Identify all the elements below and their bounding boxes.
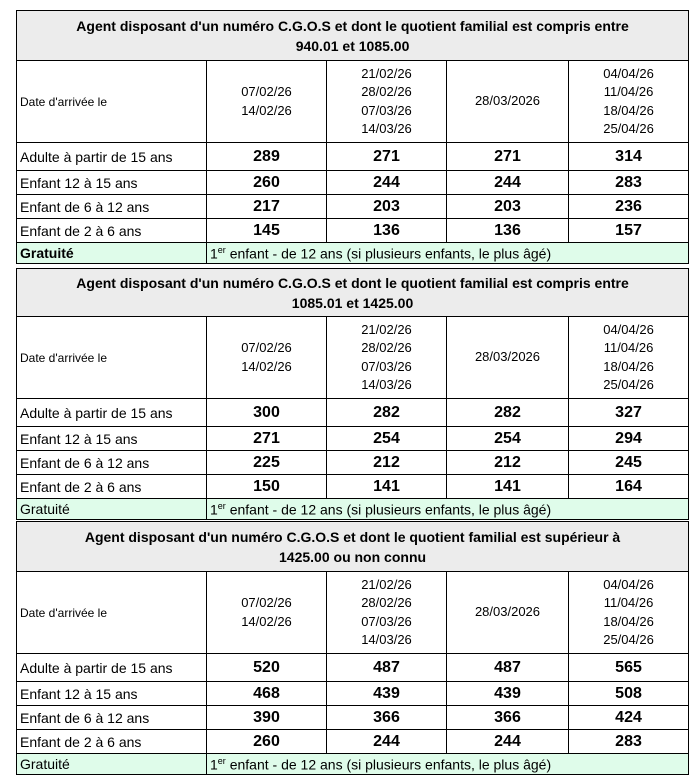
row-label: Enfant de 2 à 6 ans — [17, 475, 207, 499]
price-cell: 212 — [447, 451, 569, 475]
price-cell: 203 — [327, 195, 447, 219]
price-cell: 136 — [447, 219, 569, 243]
date-column-3 — [447, 572, 569, 654]
gratuite-text — [207, 499, 689, 520]
arrival-date: 28/02/26 — [361, 595, 412, 610]
gratuite-description: enfant - de 12 ans (si plusieurs enfants, le plus âgé) — [225, 756, 552, 773]
price-cell: 289 — [207, 143, 327, 171]
tariff-table-qf-940-1085 — [16, 10, 689, 264]
price-cell: 487 — [327, 654, 447, 682]
date-column-1 — [207, 61, 327, 143]
price-cell: 565 — [569, 654, 689, 682]
arrival-date: 07/02/26 — [241, 595, 292, 610]
table-title — [17, 11, 689, 61]
gratuite-superscript: er — [217, 755, 226, 766]
date-column-2 — [327, 317, 447, 399]
tariff-table-qf-1085-1425 — [16, 268, 689, 520]
price-cell: 283 — [569, 730, 689, 754]
row-label: Enfant de 6 à 12 ans — [17, 195, 207, 219]
price-cell: 245 — [569, 451, 689, 475]
price-cell: 439 — [447, 682, 569, 706]
price-cell: 244 — [327, 171, 447, 195]
arrival-date: 11/04/26 — [603, 84, 654, 99]
row-label: Enfant 12 à 15 ans — [17, 682, 207, 706]
price-cell: 164 — [569, 475, 689, 499]
price-cell: 260 — [207, 730, 327, 754]
table-title-line-1: Agent disposant d'un numéro C.G.O.S et dont le quotient familial est compris entre — [76, 274, 629, 291]
table-title-line-2: 940.01 et 1085.00 — [295, 37, 410, 54]
price-cell: 314 — [569, 143, 689, 171]
arrival-date: 07/02/26 — [241, 340, 292, 355]
price-cell: 271 — [207, 427, 327, 451]
arrival-date: 07/02/26 — [241, 84, 292, 99]
date-column-4 — [569, 572, 689, 654]
arrival-date: 07/03/26 — [361, 358, 412, 374]
arrival-date: 28/03/2026 — [474, 93, 541, 109]
price-cell: 150 — [207, 475, 327, 499]
date-column-4 — [569, 61, 689, 143]
arrival-date: 28/02/26 — [361, 340, 412, 355]
price-cell: 145 — [207, 219, 327, 243]
price-cell: 487 — [447, 654, 569, 682]
date-arrival-label: Date d'arrivée le — [17, 61, 207, 143]
price-cell: 212 — [327, 451, 447, 475]
arrival-date: 21/02/26 — [361, 576, 412, 592]
arrival-date: 11/04/26 — [603, 340, 654, 355]
price-cell: 366 — [447, 706, 569, 730]
price-cell: 366 — [327, 706, 447, 730]
price-cell: 217 — [207, 195, 327, 219]
gratuite-text — [207, 754, 689, 775]
row-label: Adulte à partir de 15 ans — [17, 399, 207, 427]
date-arrival-label: Date d'arrivée le — [17, 317, 207, 399]
table-title-line-1: Agent disposant d'un numéro C.G.O.S et dont le quotient familial est supérieur à — [84, 528, 621, 545]
row-label: Enfant 12 à 15 ans — [17, 171, 207, 195]
date-column-2 — [327, 61, 447, 143]
price-cell: 260 — [207, 171, 327, 195]
table-title-line-1: Agent disposant d'un numéro C.G.O.S et dont le quotient familial est compris entre — [76, 17, 629, 34]
arrival-date: 21/02/26 — [361, 65, 412, 81]
arrival-date: 14/03/26 — [361, 121, 412, 136]
arrival-date: 04/04/26 — [603, 321, 654, 337]
gratuite-superscript: er — [217, 244, 226, 255]
price-cell: 203 — [447, 195, 569, 219]
arrival-date: 14/03/26 — [361, 377, 412, 392]
date-column-1 — [207, 317, 327, 399]
date-column-4 — [569, 317, 689, 399]
price-cell: 508 — [569, 682, 689, 706]
gratuite-text — [207, 243, 689, 264]
date-column-2 — [327, 572, 447, 654]
gratuite-label: Gratuité — [17, 754, 207, 775]
arrival-date: 14/02/26 — [241, 613, 292, 629]
row-label: Enfant de 6 à 12 ans — [17, 706, 207, 730]
row-label: Enfant 12 à 15 ans — [17, 427, 207, 451]
price-cell: 283 — [569, 171, 689, 195]
price-cell: 244 — [447, 730, 569, 754]
price-cell: 141 — [327, 475, 447, 499]
date-arrival-label: Date d'arrivée le — [17, 572, 207, 654]
row-label: Enfant de 6 à 12 ans — [17, 451, 207, 475]
price-cell: 294 — [569, 427, 689, 451]
arrival-date: 07/03/26 — [361, 613, 412, 629]
price-cell: 141 — [447, 475, 569, 499]
arrival-date: 07/03/26 — [361, 102, 412, 118]
arrival-date: 14/02/26 — [241, 102, 292, 118]
gratuite-description: enfant - de 12 ans (si plusieurs enfants, le plus âgé) — [225, 501, 552, 518]
row-label: Enfant de 2 à 6 ans — [17, 219, 207, 243]
price-cell: 424 — [569, 706, 689, 730]
arrival-date: 21/02/26 — [361, 321, 412, 337]
price-cell: 244 — [327, 730, 447, 754]
arrival-date: 18/04/26 — [603, 102, 654, 118]
gratuite-ordinal: 1 — [210, 756, 218, 773]
arrival-date: 14/02/26 — [241, 358, 292, 374]
row-label: Enfant de 2 à 6 ans — [17, 730, 207, 754]
gratuite-superscript: er — [217, 500, 226, 511]
price-cell: 157 — [569, 219, 689, 243]
row-label: Adulte à partir de 15 ans — [17, 143, 207, 171]
price-cell: 244 — [447, 171, 569, 195]
arrival-date: 14/03/26 — [361, 632, 412, 647]
price-cell: 225 — [207, 451, 327, 475]
price-cell: 254 — [447, 427, 569, 451]
arrival-date: 11/04/26 — [603, 595, 654, 610]
price-cell: 236 — [569, 195, 689, 219]
price-cell: 520 — [207, 654, 327, 682]
price-cell: 439 — [327, 682, 447, 706]
arrival-date: 18/04/26 — [603, 358, 654, 374]
gratuite-description: enfant - de 12 ans (si plusieurs enfants, le plus âgé) — [225, 245, 552, 262]
arrival-date: 28/03/2026 — [474, 604, 541, 620]
table-title-line-2: 1085.01 et 1425.00 — [291, 294, 414, 311]
gratuite-label: Gratuité — [17, 243, 207, 264]
arrival-date: 28/02/26 — [361, 84, 412, 99]
table-title — [17, 522, 689, 572]
arrival-date: 25/04/26 — [603, 632, 654, 647]
arrival-date: 28/03/2026 — [474, 349, 541, 365]
gratuite-label: Gratuité — [17, 499, 207, 520]
row-label: Adulte à partir de 15 ans — [17, 654, 207, 682]
date-column-3 — [447, 61, 569, 143]
gratuite-ordinal: 1 — [210, 501, 218, 518]
price-cell: 136 — [327, 219, 447, 243]
price-cell: 282 — [447, 399, 569, 427]
arrival-date: 25/04/26 — [603, 377, 654, 392]
price-cell: 468 — [207, 682, 327, 706]
price-cell: 282 — [327, 399, 447, 427]
table-title — [17, 269, 689, 317]
arrival-date: 25/04/26 — [603, 121, 654, 136]
date-column-1 — [207, 572, 327, 654]
price-cell: 300 — [207, 399, 327, 427]
date-column-3 — [447, 317, 569, 399]
price-cell: 271 — [327, 143, 447, 171]
arrival-date: 04/04/26 — [603, 576, 654, 592]
tariff-table-qf-above-1425 — [16, 521, 689, 775]
arrival-date: 18/04/26 — [603, 613, 654, 629]
gratuite-ordinal: 1 — [210, 245, 218, 262]
price-cell: 327 — [569, 399, 689, 427]
price-cell: 271 — [447, 143, 569, 171]
arrival-date: 04/04/26 — [603, 65, 654, 81]
price-cell: 390 — [207, 706, 327, 730]
price-cell: 254 — [327, 427, 447, 451]
table-title-line-2: 1425.00 ou non connu — [279, 548, 427, 565]
